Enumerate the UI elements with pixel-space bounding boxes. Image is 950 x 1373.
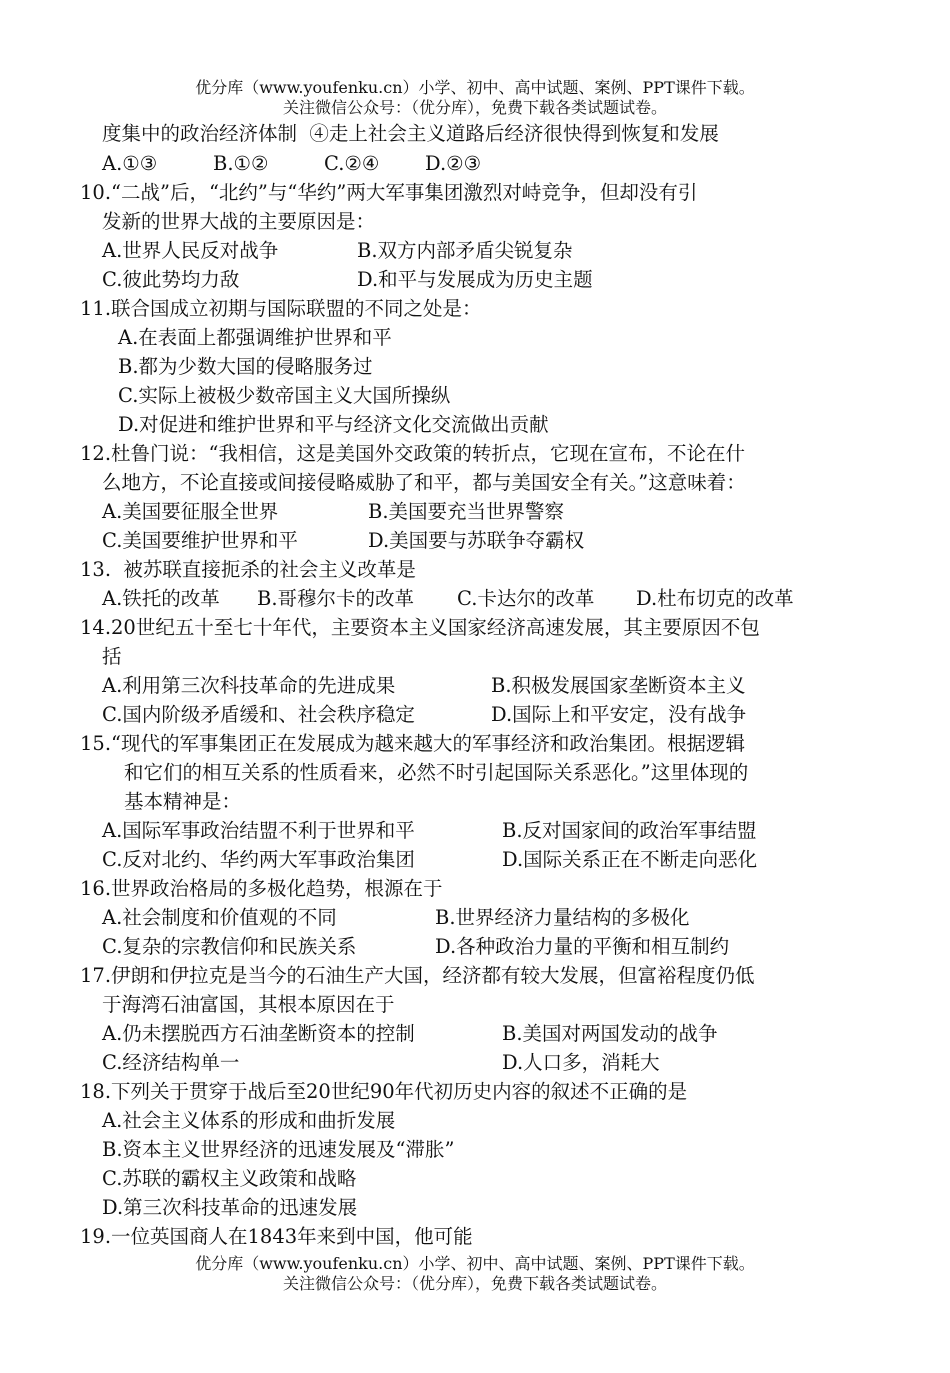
q18-option-d: D.第三次科技革命的迅速发展 [102,1196,358,1219]
q17-stem-line-2: 于海湾石油富国，其根本原因在于 [102,993,395,1016]
q9-option-d: D.②③ [425,152,482,175]
q12-option-a: A.美国要征服全世界 [102,500,279,523]
q13-stem: 13. 被苏联直接扼杀的社会主义改革是 [80,558,416,581]
q18-option-c: C.苏联的霸权主义政策和战略 [102,1167,357,1190]
q14-stem-line-1: 14.20世纪五十至七十年代，主要资本主义国家经济高速发展，其主要原因不包 [80,616,760,639]
q11-option-b: B.都为少数大国的侵略服务过 [118,355,373,378]
q9-option-b: B.①② [213,152,269,175]
q17-option-a: A.仍未摆脱西方石油垄断资本的控制 [102,1022,415,1045]
q14-stem-line-2: 括 [102,645,122,668]
q12-stem-line-1: 12.杜鲁门说：“我相信，这是美国外交政策的转折点，它现在宣布，不论在什 [80,442,745,465]
q15-option-b: B.反对国家间的政治军事结盟 [502,819,757,842]
q17-option-c: C.经济结构单一 [102,1051,240,1074]
q10-option-a: A.世界人民反对战争 [102,239,279,262]
q12-option-b: B.美国要充当世界警察 [368,500,565,523]
q12-option-d: D.美国要与苏联争夺霸权 [368,529,585,552]
q11-stem: 11.联合国成立初期与国际联盟的不同之处是： [80,297,482,320]
q14-option-b: B.积极发展国家垄断资本主义 [491,674,746,697]
q12-option-c: C.美国要维护世界和平 [102,529,298,552]
q16-option-a: A.社会制度和价值观的不同 [102,906,337,929]
footer-line-1: 优分库（www.youfenku.cn）小学、初中、高中试题、案例、PPT课件下载。 [195,1254,755,1273]
q9-option-a: A.①③ [102,152,158,175]
q13-option-d: D.杜布切克的改革 [636,587,794,610]
q18-option-b: B.资本主义世界经济的迅速发展及“滞胀” [102,1138,455,1161]
footer-line-2: 关注微信公众号：（优分库），免费下载各类试题试卷。 [282,1274,667,1293]
q10-stem-line-1: 10.“二战”后，“北约”与“华约”两大军事集团激烈对峙竞争，但却没有引 [80,181,698,204]
q14-option-c: C.国内阶级矛盾缓和、社会秩序稳定 [102,703,415,726]
q13-option-b: B.哥穆尔卡的改革 [257,587,415,610]
q16-option-d: D.各种政治力量的平衡和相互制约 [435,935,730,958]
q10-option-b: B.双方内部矛盾尖锐复杂 [357,239,573,262]
q17-stem-line-1: 17.伊朗和伊拉克是当今的石油生产大国，经济都有较大发展，但富裕程度仍低 [80,964,755,987]
q17-option-d: D.人口多，消耗大 [502,1051,660,1074]
q15-stem-line-2: 和它们的相互关系的性质看来，必然不时引起国际关系恶化。”这里体现的 [124,761,749,784]
q11-option-c: C.实际上被极少数帝国主义大国所操纵 [118,384,451,407]
q9-option-c: C.②④ [324,152,380,175]
q10-option-c: C.彼此势均力敌 [102,268,240,291]
q17-option-b: B.美国对两国发动的战争 [502,1022,718,1045]
q19-stem: 19.一位英国商人在1843年来到中国，他可能 [80,1225,473,1248]
q13-option-a: A.铁托的改革 [102,587,220,610]
q16-option-b: B.世界经济力量结构的多极化 [435,906,690,929]
q15-option-c: C.反对北约、华约两大军事政治集团 [102,848,415,871]
q14-option-a: A.利用第三次科技革命的先进成果 [102,674,396,697]
q10-stem-line-2: 发新的世界大战的主要原因是： [102,210,376,233]
q12-stem-line-2: 么地方，不论直接或间接侵略威胁了和平，都与美国安全有关。”这意味着： [102,471,746,494]
q18-option-a: A.社会主义体系的形成和曲折发展 [102,1109,396,1132]
q18-stem: 18.下列关于贯穿于战后至20世纪90年代初历史内容的叙述不正确的是 [80,1080,688,1103]
q16-option-c: C.复杂的宗教信仰和民族关系 [102,935,357,958]
q11-option-d: D.对促进和维护世界和平与经济文化交流做出贡献 [118,413,549,436]
q14-option-d: D.国际上和平安定，没有战争 [491,703,747,726]
q10-option-d: D.和平与发展成为历史主题 [357,268,593,291]
q15-stem-line-1: 15.“现代的军事集团正在发展成为越来越大的军事经济和政治集团。根据逻辑 [80,732,745,755]
q15-option-d: D.国际关系正在不断走向恶化 [502,848,758,871]
q15-option-a: A.国际军事政治结盟不利于世界和平 [102,819,415,842]
header-line-2: 关注微信公众号：（优分库），免费下载各类试题试卷。 [282,98,667,117]
q15-stem-line-3: 基本精神是： [124,790,242,813]
q11-option-a: A.在表面上都强调维护世界和平 [118,326,392,349]
q9-continuation: 度集中的政治经济体制 ④走上社会主义道路后经济很快得到恢复和发展 [102,122,719,145]
header-line-1: 优分库（www.youfenku.cn）小学、初中、高中试题、案例、PPT课件下载。 [195,78,755,97]
q16-stem: 16.世界政治格局的多极化趋势，根源在于 [80,877,443,900]
q13-option-c: C.卡达尔的改革 [457,587,595,610]
